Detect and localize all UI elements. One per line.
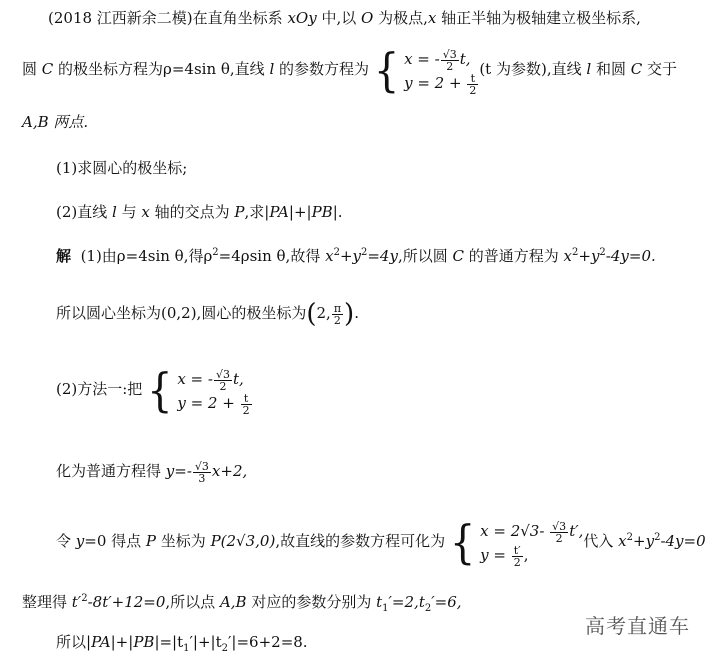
problem-source: (2018 江西新余二模) bbox=[48, 9, 193, 27]
fraction: $\frac{t'}{2}$ bbox=[513, 543, 521, 569]
problem-line-2: 圆 C 的极坐标方程为ρ=4sin θ,直线 l 的参数方程为 { x = - $\frac{√3}{2}$ t, y = 2 + $\frac{t}{2}$ (t 为参数),直线 l 和圆 C 交于 bbox=[22, 44, 677, 98]
solution-step-6: 整理得 $t'^2-8t'+12=0$,所以点 A,B 对应的参数分别为 $t_1'=2,t_2'=6$, bbox=[22, 593, 462, 614]
parametric-system: { x = - $\frac{√3}{2}$ t, y = 2 + $\frac{t}{2}$ bbox=[373, 44, 477, 98]
question-2: (2)直线 l 与 x 轴的交点为 P,求|PA|+|PB|. bbox=[56, 203, 343, 221]
brace-glyph: { bbox=[373, 44, 400, 98]
solution-step-3: (2)方法一:把 { x = - $\frac{√3}{2}$ t, y = 2 + $\frac{t}{2}$ bbox=[56, 362, 253, 417]
solution-step-4: 化为普通方程得 y=- $\frac{√3}{3}$ x+2, bbox=[56, 459, 248, 485]
fraction: $\frac{√3}{2}$ bbox=[442, 47, 457, 73]
fraction: $\frac{t}{2}$ bbox=[469, 71, 477, 97]
brace-glyph: { bbox=[449, 516, 476, 570]
solution-step-1: 解 (1)由ρ=4sin θ,得$\rho^2=4\rho\sin$ θ,故得 $x^2+y^2=4y$,所以圆 C 的普通方程为 $x^2+y^2-4y=0$. bbox=[56, 247, 656, 265]
fraction: $\frac{√3}{3}$ bbox=[194, 459, 209, 485]
solution-label: 解 bbox=[56, 247, 72, 265]
parametric-system: { x = - $\frac{√3}{2}$ t, y = 2 + $\frac{t}{2}$ bbox=[147, 364, 250, 418]
parametric-system: { x = 2√3- $\frac{√3}{2}$ t′, y = $\frac{t'}{2}$ , bbox=[449, 516, 584, 570]
fraction: $\frac{√3}{2}$ bbox=[215, 367, 230, 393]
solution-step-5: 令 y=0 得点 P 坐标为 P(2√3,0),故直线的参数方程可化为 { x = 2√3- $\frac{√3}{2}$ t′, y = $\frac{t'}{2}$ , 代入 $x^2+y^2-4y=0$ bbox=[56, 516, 706, 570]
solution-step-7: 所以$|PA|+|PB|=|t_1'|+|t_2'|=6+2=8$. bbox=[56, 633, 308, 654]
question-1: (1)求圆心的极坐标; bbox=[56, 159, 188, 177]
problem-line-1: (2018 江西新余二模)在直角坐标系 xOy 中,以 O 为极点,x 轴正半轴为极轴建立极坐标系, bbox=[48, 9, 641, 27]
problem-line-3: A,B 两点. bbox=[22, 113, 89, 131]
brace-glyph: { bbox=[147, 364, 173, 418]
watermark: 高考直通车 bbox=[585, 614, 690, 638]
fraction: $\frac{√3}{2}$ bbox=[552, 519, 567, 545]
fraction: $\frac{t}{2}$ bbox=[242, 391, 250, 417]
fraction: $\frac{\pi}{2}$ bbox=[333, 301, 342, 327]
solution-step-2: 所以圆心坐标为(0,2),圆心的极坐标为(2, $\frac{\pi}{2}$ ). bbox=[56, 299, 359, 329]
